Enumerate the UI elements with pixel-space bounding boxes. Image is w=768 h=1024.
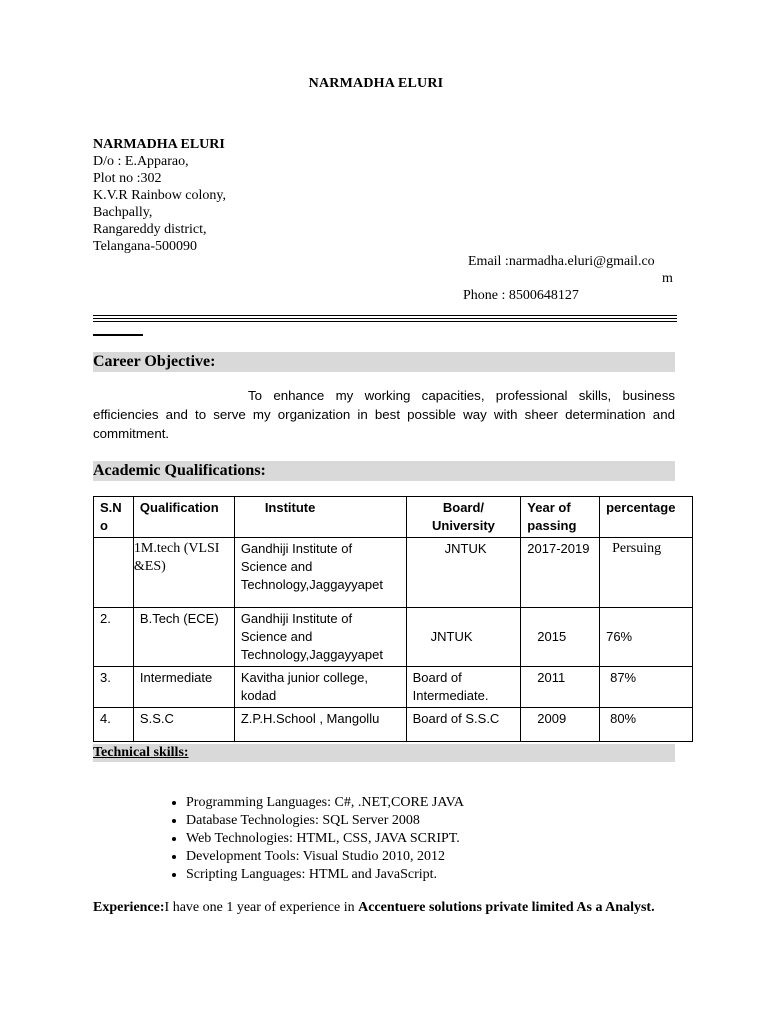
table-cell: Board of S.S.C <box>406 708 521 742</box>
career-objective-heading: Career Objective: <box>93 352 675 372</box>
table-cell: 4. <box>94 708 134 742</box>
table-row <box>94 667 693 708</box>
table-cell: 87% <box>600 667 693 708</box>
address-block <box>93 136 226 255</box>
table-header-cell: S.N o <box>94 497 134 538</box>
table-cell: 2009 <box>521 708 600 742</box>
table-header-cell: Qualification <box>133 497 234 538</box>
address-line: Bachpally, <box>93 205 153 220</box>
table-cell: 80% <box>600 708 693 742</box>
address-line: Telangana-500090 <box>93 239 197 254</box>
experience-paragraph <box>93 899 693 917</box>
table-header-cell: Board/ University <box>406 497 521 538</box>
table-header-cell: Institute <box>234 497 406 538</box>
list-item: • Web Technologies: HTML, CSS, JAVA SCRIPT. <box>186 830 464 848</box>
divider-line <box>93 318 677 319</box>
divider-line <box>93 321 677 322</box>
technical-skills-list <box>140 794 464 884</box>
career-objective-text: To enhance my working capacities, professional skills, business efficiencies and to serve my organization in best possible way with sheer determination and commitment. <box>93 388 675 441</box>
table-row <box>94 608 693 667</box>
experience-text: I have one 1 year of experience in <box>164 900 359 915</box>
table-cell: Board of Intermediate. <box>406 667 521 708</box>
email-text: Email :narmadha.eluri@gmail.co <box>468 254 655 269</box>
list-item: • Programming Languages: C#, .NET,CORE JAVA <box>186 794 464 812</box>
list-item: • Scripting Languages: HTML and JavaScript. <box>186 866 464 884</box>
technical-skills-heading: Technical skills: <box>93 744 675 762</box>
table-cell: Gandhiji Institute of Science and Technology,Jaggayyapet <box>234 608 406 667</box>
email-text-wrap: m <box>662 271 673 286</box>
academic-table <box>93 496 693 742</box>
table-cell: Intermediate <box>133 667 234 708</box>
table-cell: Z.P.H.School , Mangollu <box>234 708 406 742</box>
table-cell: 2015 <box>521 608 600 667</box>
address-line: Rangareddy district, <box>93 222 207 237</box>
address-line: D/o : E.Apparao, <box>93 154 189 169</box>
table-cell: B.Tech (ECE) <box>133 608 234 667</box>
table-cell: 76% <box>600 608 693 667</box>
table-cell: 2011 <box>521 667 600 708</box>
table-cell: 1M.tech (VLSI &ES) <box>133 538 234 608</box>
page-title: NARMADHA ELURI <box>308 76 444 91</box>
experience-label: Experience: <box>93 900 165 915</box>
table-cell: Kavitha junior college, kodad <box>234 667 406 708</box>
phone-text: Phone : 8500648127 <box>463 288 579 303</box>
table-cell: Persuing <box>600 538 693 608</box>
experience-company: Accentuere solutions private limited As a Analyst. <box>358 900 655 915</box>
table-header-row <box>94 497 693 538</box>
table-header-cell: Year of passing <box>521 497 600 538</box>
table-row <box>94 708 693 742</box>
table-cell: 2017-2019 <box>521 538 600 608</box>
table-cell: JNTUK <box>406 608 521 667</box>
divider-line <box>93 315 677 316</box>
table-cell: 3. <box>94 667 134 708</box>
list-item: • Development Tools: Visual Studio 2010, 2012 <box>186 848 464 866</box>
table-cell: S.S.C <box>133 708 234 742</box>
table-row <box>94 538 693 608</box>
list-item: • Database Technologies: SQL Server 2008 <box>186 812 464 830</box>
table-cell: 2. <box>94 608 134 667</box>
divider-line-short <box>93 334 143 336</box>
table-cell <box>94 538 134 608</box>
applicant-name: NARMADHA ELURI <box>93 137 225 152</box>
table-cell: JNTUK <box>406 538 521 608</box>
academic-heading: Academic Qualifications: <box>93 461 675 481</box>
table-header-cell: percentage <box>600 497 693 538</box>
address-line: K.V.R Rainbow colony, <box>93 188 226 203</box>
address-line: Plot no :302 <box>93 171 162 186</box>
table-cell: Gandhiji Institute of Science and Technology,Jaggayyapet <box>234 538 406 608</box>
